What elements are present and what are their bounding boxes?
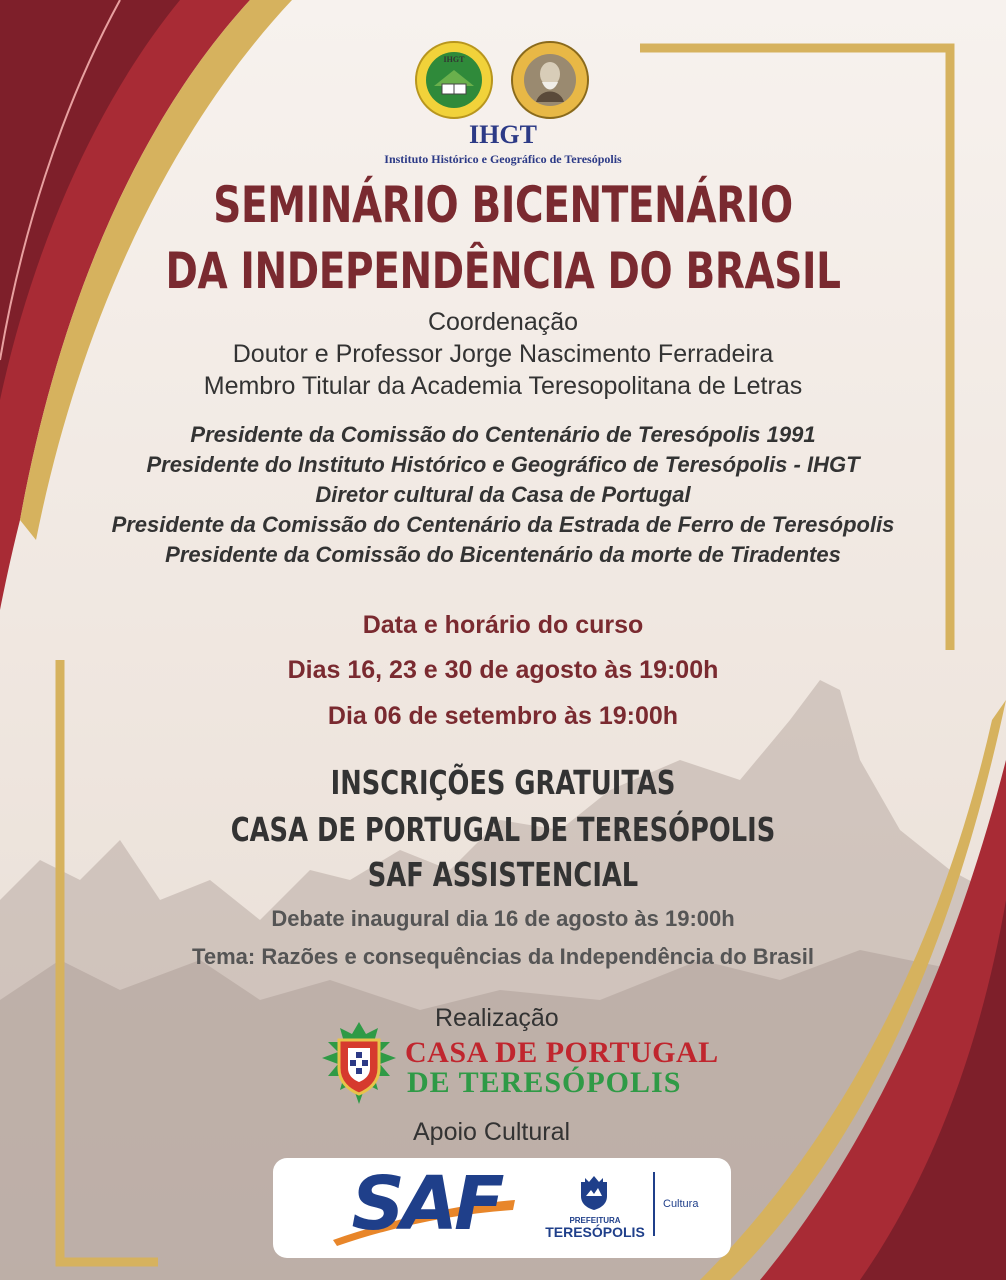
registration-casa-portugal: CASA DE PORTUGAL DE TERESÓPOLIS bbox=[230, 810, 776, 849]
debate-date: Debate inaugural dia 16 de agosto às 19:00h bbox=[271, 906, 735, 931]
prefeitura-label: PREFEITURA bbox=[569, 1216, 621, 1225]
schedule-heading: Data e horário do curso bbox=[362, 611, 644, 639]
ihgt-emblem-icon bbox=[414, 40, 494, 120]
role-item: Presidente da Comissão do Bicentenário da morte de Tiradentes bbox=[165, 542, 841, 567]
ihgt-abbreviation: IHGT bbox=[469, 120, 537, 149]
coordinator-membership: Membro Titular da Academia Teresopolitana de Letras bbox=[203, 372, 803, 400]
schedule-september-date: Dia 06 de setembro às 19:00h bbox=[327, 702, 679, 730]
coordinator-name: Doutor e Professor Jorge Nascimento Ferradeira bbox=[232, 340, 774, 368]
registration-saf: SAF ASSISTENCIAL bbox=[367, 855, 639, 894]
institute-name: Instituto Histórico e Geográfico de Teresópolis bbox=[384, 152, 622, 166]
role-item: Presidente da Comissão do Centenário da Estrada de Ferro de Teresópolis bbox=[111, 512, 895, 537]
patrono-seal-icon bbox=[510, 40, 590, 120]
culture-department-label: Cultura bbox=[663, 1198, 699, 1210]
portugal-coat-of-arms-icon bbox=[314, 1018, 404, 1110]
role-item: Presidente do Instituto Histórico e Geográfico de Teresópolis - IHGT bbox=[146, 452, 860, 477]
registration-free: INSCRIÇÕES GRATUITAS bbox=[330, 763, 676, 802]
city-crest-icon bbox=[575, 1174, 613, 1212]
schedule-august-dates: Dias 16, 23 e 30 de agosto às 19:00h bbox=[287, 656, 719, 684]
coordination-label: Coordenação bbox=[427, 308, 579, 336]
organizer-name-line-2: DE TERESÓPOLIS bbox=[407, 1066, 682, 1099]
city-name: TERESÓPOLIS bbox=[545, 1224, 645, 1240]
sponsor-panel bbox=[273, 1158, 731, 1258]
debate-theme: Tema: Razões e consequências da Independência do Brasil bbox=[192, 944, 814, 969]
role-item: Diretor cultural da Casa de Portugal bbox=[315, 482, 691, 507]
role-item: Presidente da Comissão do Centenário de Teresópolis 1991 bbox=[190, 422, 816, 447]
sponsor-divider bbox=[653, 1172, 655, 1236]
organizer-name-line-1: CASA DE PORTUGAL bbox=[405, 1036, 719, 1069]
svg-text:IHGT: IHGT bbox=[443, 55, 465, 64]
title-line-2: DA INDEPENDÊNCIA DO BRASIL bbox=[165, 242, 841, 300]
saf-wordmark: SAF bbox=[351, 1161, 501, 1247]
support-label: Apoio Cultural bbox=[413, 1118, 571, 1146]
title-line-1: SEMINÁRIO BICENTENÁRIO bbox=[213, 176, 793, 234]
organizer-label: Realização bbox=[435, 1004, 559, 1032]
